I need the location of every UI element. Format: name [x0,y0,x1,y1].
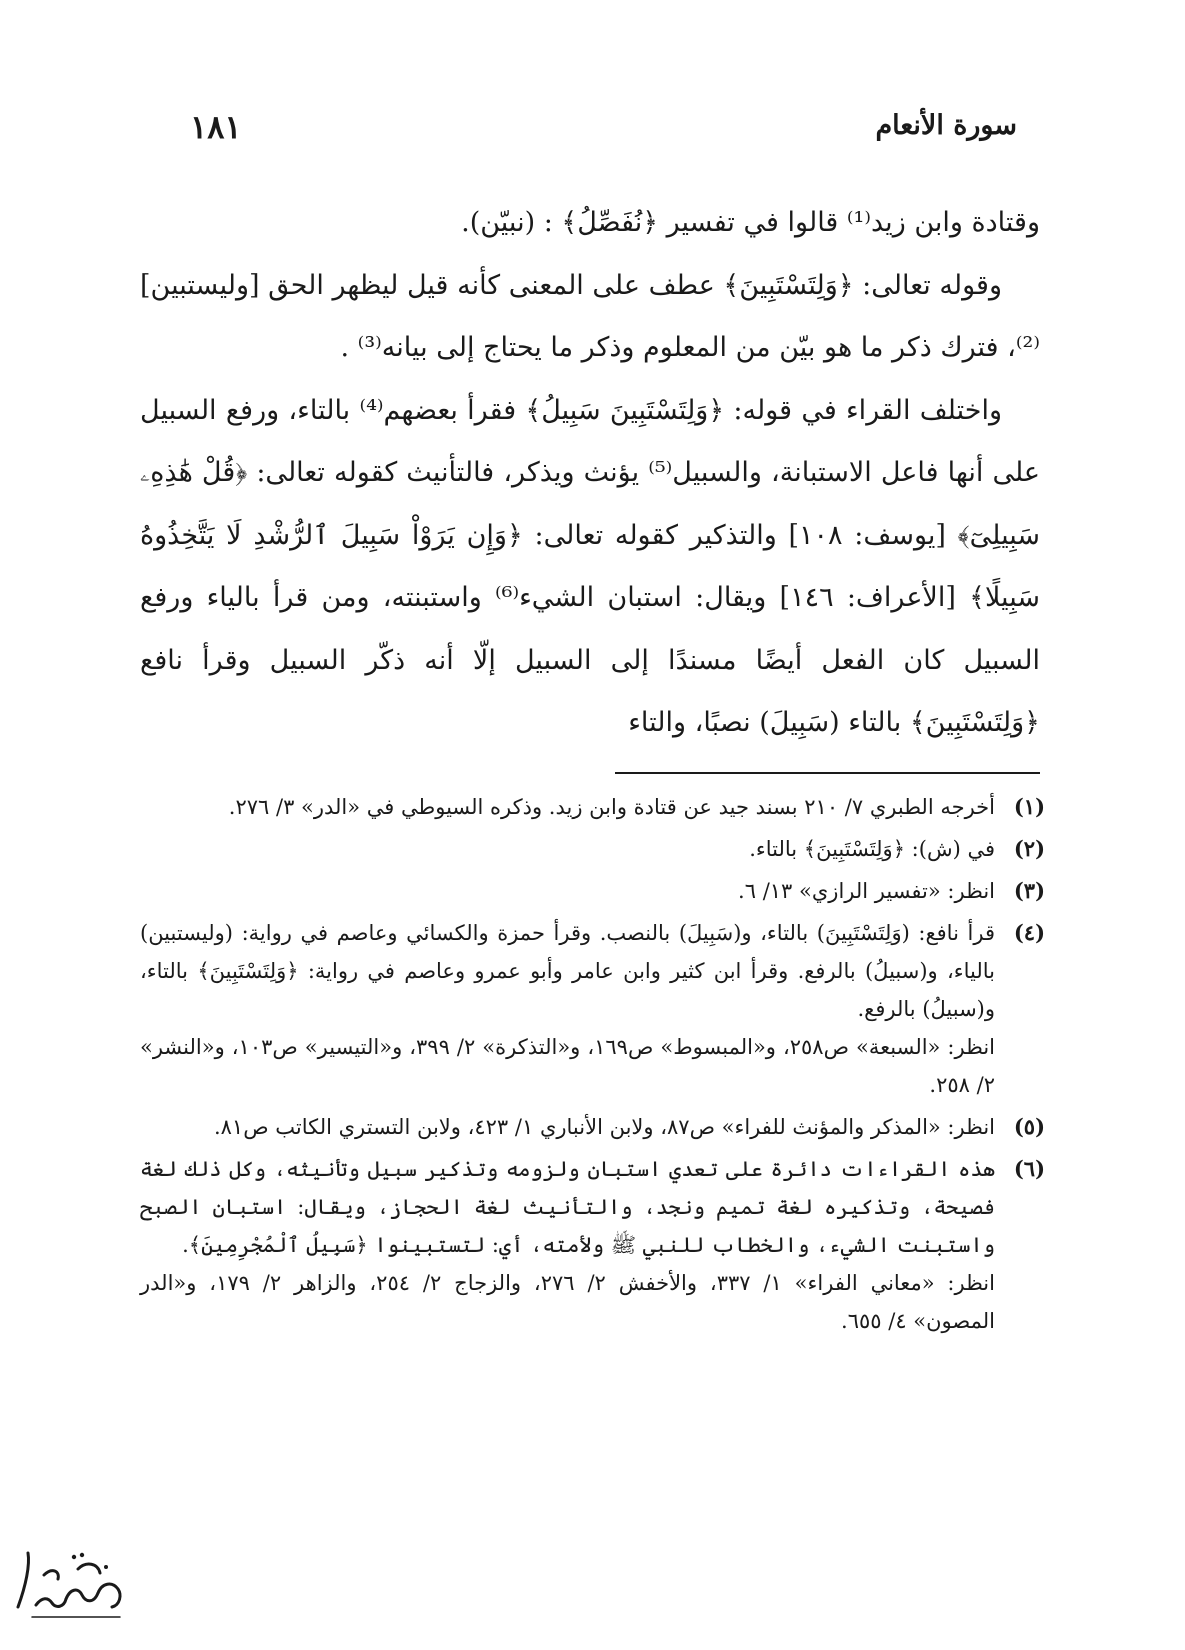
footnote-number: (٣) [1013,878,1045,903]
footnote-number: (٤) [1013,920,1045,945]
calligraphy-logo [8,1545,133,1625]
surah-title: سورة الأنعام [875,110,1017,141]
footnote-text: أخرجه الطبري ٧/ ٢١٠ بسند جيد عن قتادة وابن زيد. وذكره السيوطي في «الدر» ٣/ ٢٧٦. [228,795,995,819]
main-text [140,192,1040,755]
footnote-sources: انظر: «السبعة» ص٢٥٨، و«المبسوط» ص١٦٩، و«التذكرة» ٢/ ٣٩٩، و«التيسير» ص١٠٣، و«النشر» ٢/ ٢٥٨. [140,1035,995,1097]
page-header [190,108,1017,152]
footnote-number: (٢) [1013,836,1045,861]
footnote-divider [615,772,1040,774]
footnote [140,914,1045,1104]
footnote [140,830,1045,868]
footnote-text: في (ش): ﴿وَلِتَسْتَبِينَ﴾ بالتاء. [749,837,995,861]
footnote [140,1108,1045,1146]
paragraph: وقتادة وابن زيد⁽¹⁾ قالوا في تفسير ﴿نُفَصِّلُ﴾ : (نبيّن). [461,207,1040,238]
footnote [140,1150,1045,1340]
footnotes [140,788,1045,1344]
paragraph: واختلف القراء في قوله: ﴿وَلِتَسْتَبِينَ سَبِيلُ﴾ فقرأ بعضهم⁽⁴⁾ بالتاء، ورفع السبيل على أنها فاعل الاستبانة، والسبيل⁽⁵⁾ يؤنث ويذكر، فالتأنيث كقوله تعالى: ﴿قُلْ هَٰذِهِۦ سَبِيلِىٓ﴾ [يوسف: ١٠٨] والتذكير كقوله تعالى: ﴿وَإِن يَرَوْاْ سَبِيلَ ٱلرُّشْدِ لَا يَتَّخِذُوهُ سَبِيلًا﴾ [الأعراف: ١٤٦] ويقال: استبان الشيء⁽⁶⁾ واستبنته، ومن قرأ بالياء ورفع السبيل كان الفعل أيضًا مسندًا إلى السبيل إلّا أنه ذكّر السبيل وقرأ نافع ﴿وَلِتَسْتَبِينَ﴾ بالتاء (سَبِيلَ) نصبًا، والتاء [140,394,1040,738]
footnote-text: انظر: «تفسير الرازي» ١٣/ ٦. [738,879,995,903]
footnote-text: انظر: «المذكر والمؤنث للفراء» ص٨٧، ولابن الأنباري ١/ ٤٢٣، ولابن التستري الكاتب ص٨١. [213,1115,995,1139]
footnote [140,872,1045,910]
footnote [140,788,1045,826]
footnote-number: (١) [1013,794,1045,819]
footnote-text: هذه القراءات دائرة على تعدي استبان ولزومه وتذكير سبيل وتأنيثه، وكل ذلك لغة فصيحة، وتذكيره لغة تميم ونجد، والتأنيث لغة الحجاز، ويقال: استبان الصبح واستبنت الشيء، والخطاب للنبي ﷺ ولأمته، أي: لتستبينوا ﴿سَبِيلُ ٱلْمُجْرِمِينَ﴾. [140,1157,995,1257]
footnote-sources: انظر: «معاني الفراء» ١/ ٣٣٧، والأخفش ٢/ ٢٧٦، والزجاج ٢/ ٢٥٤، والزاهر ٢/ ١٧٩، و«الدر المصون» ٤/ ٦٥٥. [140,1271,995,1333]
footnote-text: قرأ نافع: (وَلِتَسْتَبِينَ) بالتاء، و(سَبِيلَ) بالنصب. وقرأ حمزة والكسائي وعاصم في رواية: (وليستبين) بالياء، و(سبيلُ) بالرفع. وقرأ ابن كثير وابن عامر وأبو عمرو وعاصم في رواية: ﴿وَلِتَسْتَبِينَ﴾ بالتاء، و(سبيلُ) بالرفع. [140,921,995,1021]
page-number: ١٨١ [190,108,242,146]
footnote-number: (٥) [1013,1114,1045,1139]
paragraph: وقوله تعالى: ﴿وَلِتَسْتَبِينَ﴾ عطف على المعنى كأنه قيل ليظهر الحق [وليستبين]⁽²⁾، فترك ذكر ما هو بيّن من المعلوم وذكر ما يحتاج إلى بيانه⁽³⁾ . [140,269,1040,363]
footnote-number: (٦) [1013,1156,1045,1181]
